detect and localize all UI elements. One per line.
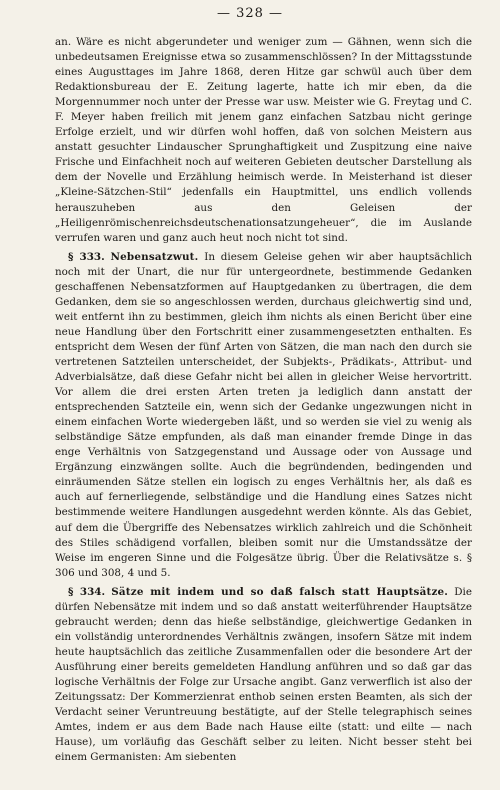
paragraph-text: Die dürfen Nebensätze mit indem und so daß anstatt weiterführender Hauptsätze gebraucht werden; denn das hieße selbständige, gleichwertige Gedanken in ein vollständig unterordnendes Verhältnis zwängen, insofern Sätze mit indem heute hauptsächlich das zeitliche Zusammenfallen oder die besondere Art der Ausführung einer bereits gemeldeten Handlung anführen und so daß gar das logische Verhältnis der Folge zur Ursache angibt. Ganz verwerflich ist also der Zeitungssatz: Der Kommerzienrat enthob seinen ersten Beamten, als sich der Verdacht seiner Veruntreuung bestätigte, auf der Stelle telegraphisch seines Amtes, indem er aus dem Bade nach Hause eilte (statt: und eilte — nach Hause), um vorläufig das Geschäft selber zu leiten. Nicht besser steht bei einem Germanisten: Am siebenten	[55, 585, 472, 764]
section-number: § 334.	[68, 585, 106, 598]
paragraph-section-333	[55, 250, 472, 581]
body-text	[55, 35, 472, 765]
page-number: — 328 —	[216, 6, 284, 21]
paragraph-section-334	[55, 585, 472, 766]
paragraph-text: an. Wäre es nicht abgerundeter und weniger zum — Gähnen, wenn sich die unbedeutsamen Ereignisse etwa so zusammenschlössen? In der Mittagsstunde eines Augusttages im Jahre 1868, deren Hitze gar schwül auch über dem Redaktionsbureau der E. Zeitung lagerte, hatte ich mir eben, da die Morgennummer noch unter der Presse war usw. Meister wie G. Freytag und C. F. Meyer haben freilich mit jenem ganz einfachen Satzbau nicht geringe Erfolge erzielt, und wir dürfen wohl hoffen, daß von solchen Meistern aus anstatt gesuchter Lindauscher Sprunghaftigkeit und Zuspitzung eine naive Frische und Einfachheit noch auf weiteren Gebieten deutscher Darstellung als dem der Novelle und Erzählung heimisch werde. In Meisterhand ist dieser „Kleine-Sätzchen-Stil“ jedenfalls ein Hauptmittel, uns endlich vollends herauszuheben aus den Geleisen der „Heiligenrömischenreichsdeutschenationsatzungeheuer“, die im Auslande verrufen waren und ganz auch heut noch nicht tot sind.	[55, 36, 472, 244]
section-number: § 333.	[68, 250, 105, 263]
section-keyword: Nebensatzwut.	[110, 250, 199, 263]
section-keyword: Sätze mit indem und so daß falsch statt Hauptsätze.	[111, 585, 449, 598]
paragraph-continuation	[55, 35, 472, 246]
paragraph-text: In diesem Geleise gehen wir aber hauptsächlich noch mit der Unart, die nur für untergeordnete, bestimmende Gedanken geschaffenen Nebensatzformen auf Hauptgedanken zu übertragen, die dem Gedanken, dem sie so angeschlossen werden, durchaus gleichwertig sind und, weit entfernt ihn zu bestimmen, gleich ihm nichts als einen Bericht über eine neue Handlung über den Fortschritt einer zusammengesetzten enthalten. Es entspricht dem Wesen der fünf Arten von Sätzen, die man nach den durch sie vertretenen Satzteilen unterscheidet, der Subjekts-, Prädikats-, Attribut- und Adverbialsätze, daß diese Gefahr nicht bei allen in gleicher Weise hervortritt. Vor allem die drei ersten Arten treten ja lediglich dann anstatt der entsprechenden Satzteile ein, wenn sich der Gedanke ungezwungen nicht in einem einfachen Worte wiedergeben läßt, und so werden sie viel zu wenig als selbständige Sätze empfunden, als daß man einander fremde Dinge in das enge Verhältnis von Satzgegenstand und Aussage oder von Aussage und Ergänzung einzwängen sollte. Auch die begründenden, bedingenden und einräumenden Sätze stellen ein logisch zu enges Verhältnis her, als daß es auch auf fernerliegende, selbständige und die Handlung eines Satzes nicht bestimmende weitere Handlungen ausgedehnt werden könnte. Als das Gebiet, auf dem die Übergriffe des Nebensatzes wirklich zahlreich und die Schönheit des Stiles schädigend vorfallen, bleiben somit nur die Umstandssätze der Weise im engeren Sinne und die Folgesätze übrig. Über die Relativsätze s. § 306 und 308, 4 und 5.	[55, 250, 472, 579]
